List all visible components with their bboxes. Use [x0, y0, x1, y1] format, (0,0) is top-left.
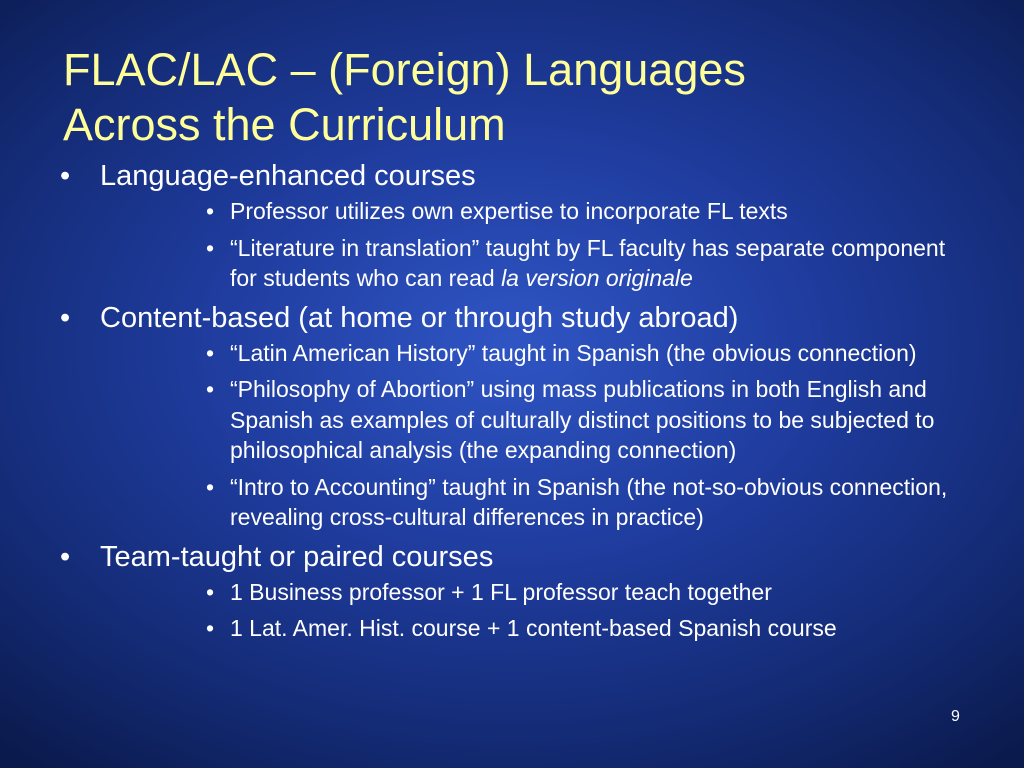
- sub-bullet-icon: •: [206, 376, 215, 402]
- sub-bullet-item: [206, 577, 960, 608]
- sub-bullet-list: [100, 338, 960, 533]
- sub-bullet-icon: •: [206, 578, 215, 605]
- bullet-text: Team-taught or paired courses: [100, 540, 494, 573]
- sub-bullet-item: [206, 472, 960, 533]
- sub-bullet-text: Professor utilizes own expertise to incorporate FL texts: [230, 198, 788, 224]
- sub-bullet-icon: •: [206, 198, 215, 224]
- bullet-item-content-based: [60, 300, 960, 533]
- sub-bullet-text: 1 Lat. Amer. Hist. course + 1 content-based Spanish course: [230, 615, 837, 641]
- sub-bullet-list: [100, 196, 960, 294]
- sub-bullet-item: [206, 338, 960, 369]
- sub-bullet-text: 1 Business professor + 1 FL professor teach together: [230, 578, 772, 605]
- sub-bullet-text: “Philosophy of Abortion” using mass publications in both English and Spanish as examples of culturally distinct positions to be subjected to philosophical analysis (the expanding connection): [230, 376, 935, 463]
- sub-bullet-item: [206, 374, 960, 466]
- page-number: 9: [951, 708, 960, 725]
- bullet-icon: •: [60, 540, 71, 573]
- title-line-1: FLAC/LAC – (Foreign) Languages: [63, 44, 746, 95]
- bullet-list: [60, 158, 960, 650]
- bullet-item-team-taught: [60, 539, 960, 644]
- sub-bullet-text: “Intro to Accounting” taught in Spanish (the not-so-obvious connection, revealing cross-cultural differences in practice): [230, 473, 948, 530]
- sub-bullet-icon: •: [206, 615, 215, 641]
- bullet-icon: •: [60, 301, 71, 334]
- sub-bullet-text: “Latin American History” taught in Spanish (the obvious connection): [230, 339, 917, 366]
- sub-bullet-italic-text: la version originale: [501, 265, 693, 291]
- slide-title: [63, 42, 983, 152]
- sub-bullet-text: “Literature in translation” taught by FL faculty has separate component for students who can read: [230, 234, 946, 291]
- sub-bullet-item: [206, 196, 960, 227]
- bullet-icon: •: [60, 160, 71, 192]
- bullet-item-language-enhanced: [60, 158, 960, 294]
- sub-bullet-list: [100, 577, 960, 644]
- sub-bullet-item: [206, 613, 960, 644]
- sub-bullet-icon: •: [206, 339, 215, 366]
- bullet-text: Content-based (at home or through study abroad): [100, 301, 739, 334]
- sub-bullet-item: [206, 233, 960, 294]
- sub-bullet-icon: •: [206, 234, 215, 261]
- sub-bullet-icon: •: [206, 473, 215, 500]
- title-line-2: Across the Curriculum: [63, 99, 506, 150]
- bullet-text: Language-enhanced courses: [100, 160, 476, 192]
